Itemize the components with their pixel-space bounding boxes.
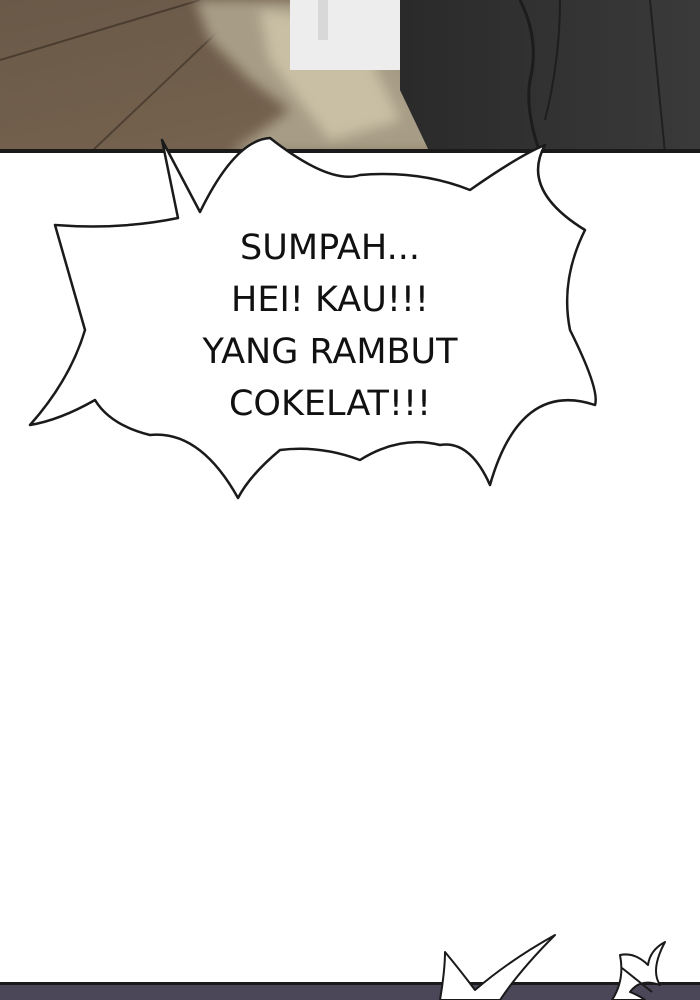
- bubble-line-3: YANG RAMBUT: [202, 332, 458, 372]
- bubble-line-1: SUMPAH...: [240, 228, 420, 268]
- bubble-line-4: COKELAT!!!: [228, 384, 432, 424]
- speech-bubble-text: [130, 222, 530, 430]
- bottom-art-panel: [0, 930, 700, 1000]
- bubble-line-2: HEI! KAU!!!: [231, 280, 429, 320]
- bottom-panel-illustration: [0, 930, 700, 1000]
- speech-bubble: [0, 130, 700, 510]
